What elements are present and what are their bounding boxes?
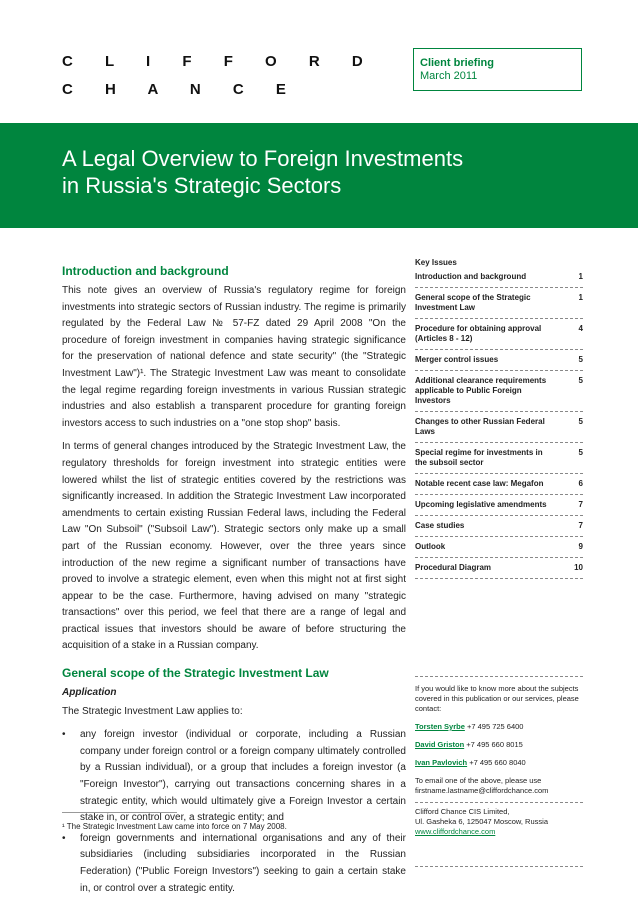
divider <box>415 676 583 677</box>
title-line-1: A Legal Overview to Foreign Investments <box>62 146 464 171</box>
logo-line-1: C L I F F O R D <box>62 53 377 70</box>
key-issues-panel <box>415 258 583 582</box>
contact-panel <box>415 684 583 837</box>
contact-person <box>415 740 583 750</box>
toc-label: Upcoming legislative amendments <box>415 500 547 509</box>
toc-row[interactable] <box>415 519 583 533</box>
contact-phone: +7 495 725 6400 <box>466 722 524 731</box>
footnote: ¹ The Strategic Investment Law came into force on 7 May 2008. <box>62 822 287 831</box>
company-logo <box>62 48 377 104</box>
address-line-1: Clifford Chance CIS Limited, <box>415 807 510 816</box>
toc-label: Procedural Diagram <box>415 563 492 572</box>
title-line-2: in Russia's Strategic Sectors <box>62 173 342 198</box>
toc-row[interactable] <box>415 374 583 408</box>
title-banner <box>0 123 638 228</box>
contact-name-link[interactable]: David Griston <box>415 740 465 749</box>
footnote-divider <box>62 812 177 813</box>
divider <box>415 557 583 558</box>
toc-label: Procedure for obtaining approval (Articles 8 - 12) <box>415 324 542 343</box>
toc-label: Merger control issues <box>415 355 499 364</box>
divider <box>415 536 583 537</box>
toc-row[interactable] <box>415 353 583 367</box>
divider <box>415 318 583 319</box>
toc-page: 5 <box>578 355 583 364</box>
toc-row[interactable] <box>415 477 583 491</box>
toc-page: 5 <box>578 448 583 457</box>
website-link[interactable]: www.cliffordchance.com <box>415 827 496 836</box>
briefing-date: March 2011 <box>420 70 478 82</box>
toc-row[interactable] <box>415 540 583 554</box>
divider <box>415 866 583 867</box>
divider <box>415 442 583 443</box>
divider <box>415 802 583 803</box>
applies-to-lead: The Strategic Investment Law applies to: <box>62 705 243 717</box>
document-title <box>62 145 602 199</box>
intro-paragraph-1: This note gives an overview of Russia's regulatory regime for foreign investments into strategic sectors of Russian industry. The regime is primarily regulated by the Federal Law № 57-FZ dated 29 April 2008 "On the procedure of foreign investment in companies having strategic significance for the preservation of national defence and state security" (the "Strategic Investment Law")¹. The Strategic Investment Law was meant to consolidate the legal regime regarding foreign investments in various Russian strategic industries and also establish a transparent procedure for granting foreign investors access to such industries on a "one stop shop" basis. <box>62 285 406 429</box>
intro-paragraph-2: In terms of general changes introduced by the Strategic Investment Law, the regulatory thresholds for foreign investment into strategic entities were lowered whilst the list of strategic entities covered by the restrictions was significantly increased. In addition the Strategic Investment Law incorporated amendments to certain existing Russian Federal laws, including the Federal Law "On Subsoil" ("Subsoil Law"). Strategic sectors only make up a small part of the Russian economy. However, over the three years since introduction of the new regime a significant number of transactions have proved to involve a strategic element, even when this might not at first sight appear to be the case. Furthermore, having advised on many "strategic transactions" over this period, we feel that there are a range of legal and practical issues that investors should be aware of before structuring the acquisition of a stake in a Russian company. <box>62 441 406 652</box>
address-line-2: Ul. Gasheka 6, 125047 Moscow, Russia <box>415 817 548 826</box>
divider <box>415 411 583 412</box>
main-column <box>62 263 406 901</box>
intro-heading: Introduction and background <box>62 264 229 278</box>
toc-label: Notable recent case law: Megafon <box>415 479 544 488</box>
toc-label: Case studies <box>415 521 465 530</box>
contact-name-link[interactable]: Ivan Pavlovich <box>415 758 468 767</box>
logo-line-2: C H A N C E <box>62 81 300 98</box>
key-issues-title: Key Issues <box>415 258 457 267</box>
contact-intro: If you would like to know more about the subjects covered in this publication or our services, please contact: <box>415 684 579 713</box>
bullet-icon: • <box>62 729 66 741</box>
toc-page: 1 <box>578 293 583 302</box>
toc-label: Additional clearance requirements applicable to Public Foreign Investors <box>415 376 547 405</box>
list-item-text: foreign governments and international organisations and any of their subsidiaries (including subsidiaries incorporated in the Russian Federation) ("Public Foreign Investors") seeking to gain a certain stake in, or control over a strategic entity. <box>80 832 406 894</box>
toc-row[interactable] <box>415 291 583 315</box>
client-briefing-box <box>413 48 582 91</box>
divider <box>415 473 583 474</box>
list-item <box>62 831 406 897</box>
toc-page: 5 <box>578 417 583 426</box>
toc-page: 5 <box>578 376 583 385</box>
toc-page: 6 <box>578 479 583 488</box>
toc-label: Outlook <box>415 542 446 551</box>
toc-label: Special regime for investments in the subsoil sector <box>415 448 543 467</box>
divider <box>415 349 583 350</box>
toc-row[interactable] <box>415 415 583 439</box>
toc-row[interactable] <box>415 561 583 575</box>
toc-label: General scope of the Strategic Investment Law <box>415 293 531 312</box>
toc-page: 7 <box>578 500 583 509</box>
toc-row[interactable] <box>415 446 583 470</box>
toc-row[interactable] <box>415 498 583 512</box>
general-scope-heading: General scope of the Strategic Investment Law <box>62 666 329 681</box>
email-note: To email one of the above, please use firstname.lastname@cliffordchance.com <box>415 776 549 795</box>
contact-person <box>415 758 583 768</box>
divider <box>415 578 583 579</box>
toc-row[interactable] <box>415 322 583 346</box>
divider <box>415 287 583 288</box>
toc-page: 1 <box>578 272 583 281</box>
briefing-label: Client briefing <box>420 57 494 69</box>
contact-name-link[interactable]: Torsten Syrbe <box>415 722 465 731</box>
divider <box>415 370 583 371</box>
toc-row[interactable] <box>415 270 583 284</box>
list-item-text: any foreign investor (individual or corporate, including a Russian company under foreign control or a foreign company ultimately controlled by a Russian individual), or a group that includes a foreign investor (a "Foreign Investor"), carrying out transactions concerning shares in a strategic entity, which would ultimately give a Foreign Investor a certain stake in, or control over, a strategic entity; and <box>80 729 406 824</box>
contact-phone: +7 495 660 8015 <box>466 740 523 749</box>
divider <box>415 515 583 516</box>
bullet-icon: • <box>62 832 66 844</box>
toc-label: Changes to other Russian Federal Laws <box>415 417 545 436</box>
toc-page: 10 <box>574 563 583 572</box>
toc-page: 7 <box>578 521 583 530</box>
contact-person <box>415 722 583 732</box>
toc-label: Introduction and background <box>415 272 527 281</box>
contact-phone: +7 495 660 8040 <box>469 758 526 767</box>
toc-page: 4 <box>578 324 583 333</box>
toc-page: 9 <box>578 542 583 551</box>
divider <box>415 494 583 495</box>
application-subheading: Application <box>62 687 117 699</box>
